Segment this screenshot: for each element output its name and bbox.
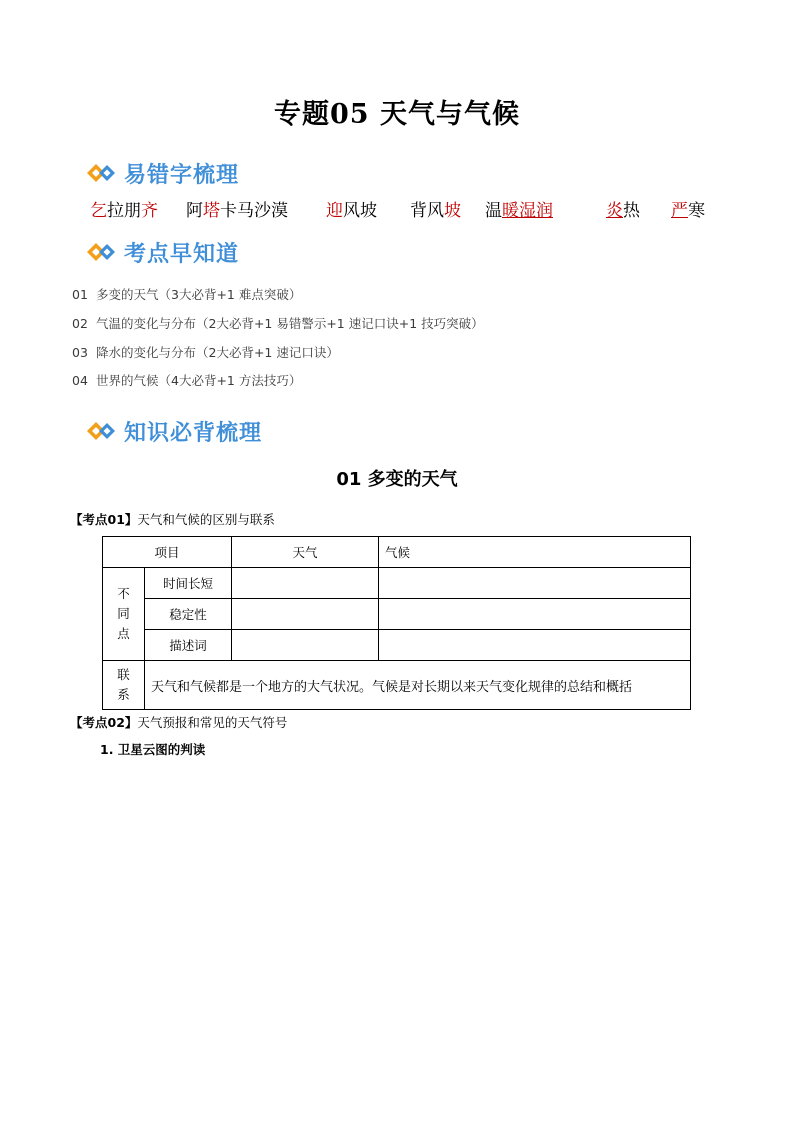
table-cell: 稳定性 [145, 599, 232, 630]
table-cell: 描述词 [145, 630, 232, 661]
table-row [103, 568, 691, 599]
section-label: 考点早知道 [124, 241, 240, 267]
section-heading-key-points [86, 234, 239, 270]
diamond-bullet-icon [86, 419, 118, 443]
table-cell-empty [379, 630, 691, 661]
section-label: 知识必背梳理 [124, 420, 263, 446]
link-label: 联 系 [103, 661, 145, 710]
error-word: 背风坡 [410, 201, 461, 221]
key-point-2: 【考点02】天气预报和常见的天气符号 [70, 715, 288, 730]
error-word: 温暖湿润 [485, 201, 553, 221]
toc-item: 02 气温的变化与分布（2大必背+1 易错警示+1 速记口诀+1 技巧突破） [72, 316, 484, 331]
table-cell-empty [379, 568, 691, 599]
toc-item: 01 多变的天气（3大必背+1 难点突破） [72, 287, 302, 302]
table-row [103, 537, 691, 568]
error-word: 炎热 [606, 201, 640, 221]
section-heading-error-chars [86, 155, 239, 191]
error-word: 阿塔卡马沙漠 [186, 201, 288, 221]
table-cell-empty [232, 630, 379, 661]
table-cell: 时间长短 [145, 568, 232, 599]
subsection-title: 01 多变的天气 [336, 469, 458, 490]
section-heading-knowledge [86, 413, 262, 449]
diff-label: 不 同 点 [103, 568, 145, 661]
table-cell-empty [379, 599, 691, 630]
section-label: 易错字梳理 [124, 162, 240, 188]
key-point-1: 【考点01】天气和气候的区别与联系 [70, 512, 275, 527]
error-word: 迎风坡 [326, 201, 377, 221]
diamond-bullet-icon [86, 240, 118, 264]
link-text: 天气和气候都是一个地方的大气状况。气候是对长期以来天气变化规律的总结和概括 [145, 661, 691, 710]
document-title: 专题05 天气与气候 [274, 99, 520, 130]
toc-item: 03 降水的变化与分布（2大必背+1 速记口诀） [72, 345, 339, 360]
table-head-climate: 气候 [379, 537, 691, 568]
table-cell-empty [232, 568, 379, 599]
table-row [103, 599, 691, 630]
weather-climate-table [102, 536, 691, 710]
diamond-bullet-icon [86, 161, 118, 185]
table-head-weather: 天气 [232, 537, 379, 568]
table-row [103, 661, 691, 710]
toc-item: 04 世界的气候（4大必背+1 方法技巧） [72, 373, 302, 388]
error-word: 乞拉朋齐 [90, 201, 158, 221]
error-char-row [90, 196, 730, 222]
table-head-item: 项目 [103, 537, 232, 568]
table-row [103, 630, 691, 661]
satellite-item: 1. 卫星云图的判读 [100, 742, 206, 757]
error-word: 严寒 [671, 201, 705, 221]
table-cell-empty [232, 599, 379, 630]
